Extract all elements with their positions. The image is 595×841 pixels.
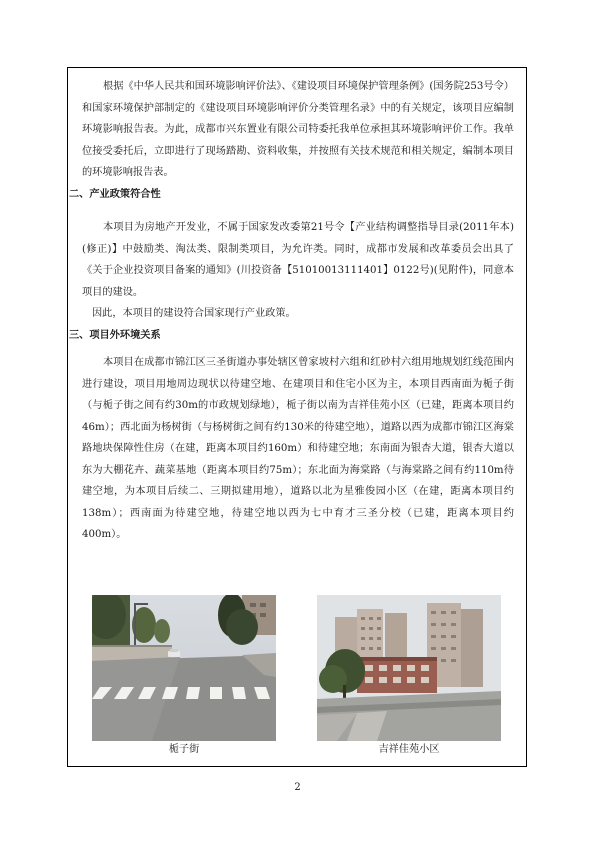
section-2-title: 二、产业政策符合性 (69, 188, 161, 200)
page-number: 2 (294, 782, 301, 793)
section-2-body: 本项目为房地产开发业，不属于国家发改委第21号令【产业结构调整指导目录(2011年本)(修正)】中鼓励类、淘汰类、限制类项目，为允许类。同时，成都市发展和改革委员会出具了《关于企业投资项目备案的通知》(川投资备【51010013111401】0122号)(见附件)，同意本项目的建设。 (82, 222, 514, 298)
intro-paragraph: 根据《中华人民共和国环境影响评价法》、《建设项目环境保护管理条例》(国务院253号令）和国家环境保护部制定的《建设项目环境影响评价分类管理名录》中的有关规定，该项目应编制环境影响报告表。为此，成都市兴东置业有限公司特委托我单位承担其环境影响评价工作。我单位接受委托后，立即进行了现场踏勘、资料收集，并按照有关技术规范和相关规定，编制本项目的环境影响报告表。 (82, 81, 514, 178)
street-photo (92, 595, 276, 741)
community-photo-caption: 吉祥佳苑小区 (378, 744, 440, 755)
residential-community-photo (317, 595, 501, 741)
photo-row (68, 595, 528, 765)
document-body (68, 76, 528, 546)
page-frame (67, 67, 527, 767)
street-photo-caption: 栀子街 (168, 744, 200, 755)
section-3-body: 本项目在成都市锦江区三圣街道办事处辖区曾家坡村六组和红砂村六组用地规划红线范围内进行建设，项目用地周边现状以待建空地、在建项目和住宅小区为主，本项目西南面为栀子街（与栀子街之间有约30m的市政规划绿地），栀子街以南为吉祥佳苑小区（已建，距离本项目约46m）；西北面为杨树街（与杨树街之间有约130米的待建空地），道路以西为成都市锦江区海棠路地块保障性住房（在建，距离本项目约160m）和待建空地；东南面为银杏大道，银杏大道以东为大棚花卉、蔬菜基地（距离本项目约75m）；东北面为海棠路（与海棠路之间有约110m待建空地，为本项目后续二、三期拟建用地），道路以北为星雅俊园小区（在建，距离本项目约138m）；西南面为待建空地，待建空地以西为七中育才三圣分校（已建，距离本项目约400m）。 (82, 357, 514, 540)
section-2-conclusion: 因此，本项目的建设符合国家现行产业政策。 (92, 308, 296, 319)
section-3-title: 三、项目外环境关系 (69, 329, 161, 341)
